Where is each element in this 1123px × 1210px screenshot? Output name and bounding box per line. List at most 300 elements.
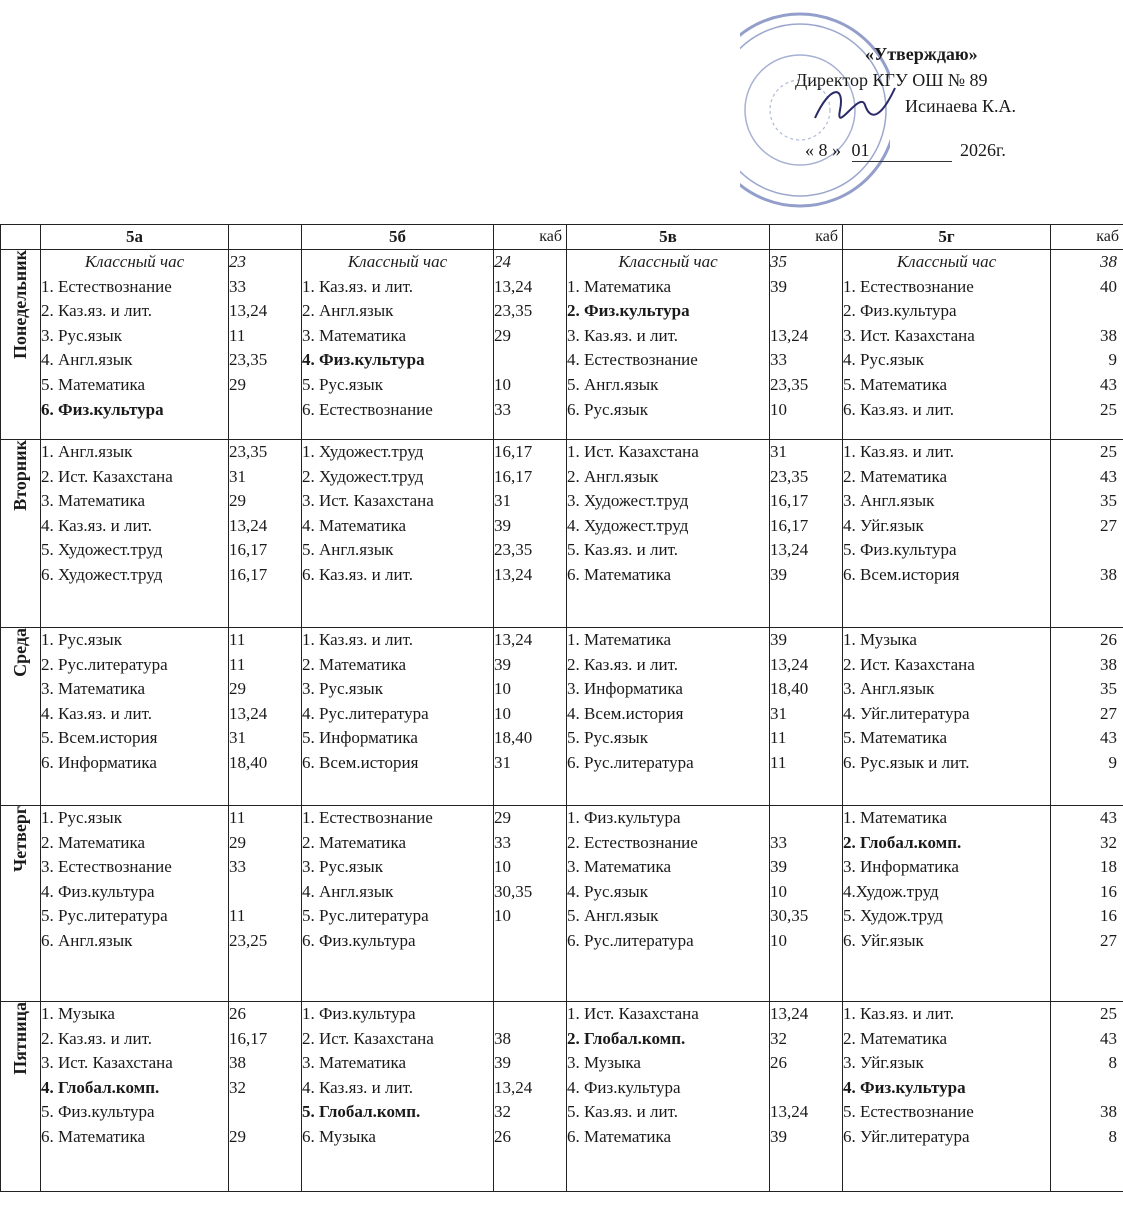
room-number: 13,24: [494, 276, 533, 296]
room-number: 39: [770, 1126, 787, 1146]
subject-item: 5. Англ.язык: [567, 906, 659, 926]
subject-item: 3. Математика: [302, 325, 407, 345]
rooms-cell: [770, 440, 843, 628]
room-number: [494, 1002, 566, 1027]
subject-item: 3. Ист. Казахстана: [41, 1053, 173, 1073]
subject-item: 4. Каз.яз. и лит.: [41, 703, 152, 723]
room-header: каб: [770, 225, 843, 250]
subjects-cell: [843, 628, 1051, 806]
subject-item: 1. Естествознание: [302, 808, 433, 827]
subject-item: 2. Математика: [843, 1028, 948, 1048]
room-number: 32: [770, 1028, 787, 1048]
subject-item: 2. Естествознание: [567, 832, 698, 852]
subject-item: 4. Уйг.язык: [843, 515, 924, 535]
room-number: 29: [229, 491, 246, 511]
room-number: [1051, 1076, 1123, 1101]
subject-item: 3. Ист. Казахстана: [302, 491, 434, 511]
rooms-cell: [229, 628, 302, 806]
room-number: 16,17: [229, 1028, 268, 1048]
day-name: Четверг: [10, 806, 30, 872]
day-name: Вторник: [10, 440, 30, 511]
subject-item: 3. Математика: [567, 857, 672, 877]
room-number: 29: [229, 374, 246, 394]
room-number: 25: [1100, 442, 1117, 461]
subject-item: 4. Художест.труд: [567, 515, 689, 535]
header-row: [1, 225, 1123, 250]
subject-item: 3. Англ.язык: [843, 679, 935, 699]
subject-item: 3. Естествознание: [41, 857, 172, 877]
room-number: 25: [1100, 1004, 1117, 1023]
day-row: [1, 440, 1123, 628]
room-number: 23,25: [229, 930, 268, 950]
subjects-cell: [41, 440, 229, 628]
room-number: 30,35: [770, 906, 809, 926]
subject-item: 5. Рус.литература: [41, 906, 168, 926]
subjects-cell: [302, 250, 494, 440]
subject-item: 2. Художест.труд: [302, 466, 424, 486]
room-number: 32: [229, 1077, 246, 1097]
day-header: [1, 225, 41, 250]
subject-item: 4. Физ.культура: [302, 350, 425, 370]
date-quote-open: «: [805, 140, 814, 160]
subject-item: 1. Естествознание: [41, 276, 172, 296]
subject-item: 3. Ист. Казахстана: [843, 325, 975, 345]
approval-title: «Утверждаю»: [865, 44, 978, 64]
room-number: 26: [229, 1004, 246, 1023]
room-number: 16,17: [770, 515, 809, 535]
subject-item: 4.Худож.труд: [843, 881, 939, 901]
room-number: 33: [229, 276, 246, 296]
subject-item: 5. Естествознание: [843, 1102, 974, 1122]
room-number: 13,24: [770, 654, 809, 674]
subject-item: 2. Англ.язык: [302, 301, 394, 321]
subject-item: 5. Художест.труд: [41, 540, 163, 560]
room-number: 10: [770, 881, 787, 901]
subject-item: 5. Математика: [843, 374, 948, 394]
room-number: 29: [494, 325, 511, 345]
subject-item: 3. Рус.язык: [41, 325, 122, 345]
subject-item: 3. Рус.язык: [302, 857, 383, 877]
subject-item: 6. Математика: [567, 564, 672, 584]
room-number: 29: [494, 808, 511, 827]
room-number: 43: [1100, 728, 1117, 748]
subject-item: 3. Англ.язык: [843, 491, 935, 511]
room-number: 10: [494, 906, 511, 926]
room-number: [229, 1100, 301, 1125]
room-number: 39: [770, 630, 787, 649]
subject-item: 6. Физ.культура: [302, 930, 416, 950]
subject-item: 6. Музыка: [302, 1126, 376, 1146]
subject-item: 1. Музыка: [843, 630, 917, 649]
subject-item: 5. Математика: [843, 728, 948, 748]
room-number: 33: [229, 857, 246, 877]
room-number: 16: [1100, 881, 1117, 901]
subject-item: 3. Информатика: [567, 679, 683, 699]
room-number: 29: [229, 832, 246, 852]
room-number: [229, 880, 301, 905]
subject-item: 2. Каз.яз. и лит.: [41, 1028, 152, 1048]
subject-item: 4. Математика: [302, 515, 407, 535]
day-cell: [1, 628, 41, 806]
subjects-cell: [567, 440, 770, 628]
day-cell: [1, 806, 41, 1002]
subject-item: 5. Англ.язык: [302, 540, 394, 560]
room-number: 43: [1100, 374, 1117, 394]
subjects-cell: [41, 806, 229, 1002]
room-number: 13,24: [229, 703, 268, 723]
day-name: Пятница: [10, 1002, 30, 1075]
room-number: 13,24: [770, 1004, 809, 1023]
room-number: 23,35: [229, 442, 268, 461]
room-number: 33: [494, 832, 511, 852]
room-number: 16: [1100, 906, 1117, 926]
subject-item: Классный час: [896, 252, 997, 271]
room-number: 23,35: [494, 540, 533, 560]
subject-item: 6. Математика: [41, 1126, 146, 1146]
subject-item: 3. Музыка: [567, 1053, 641, 1073]
room-number: 39: [494, 515, 511, 535]
rooms-cell: [229, 440, 302, 628]
day-row: [1, 250, 1123, 440]
room-number: 23,35: [770, 466, 809, 486]
date-quote-close: »: [832, 140, 841, 160]
subject-item: 2. Физ.культура: [567, 301, 690, 321]
room-number: 16,17: [770, 491, 809, 511]
subject-item: 6. Рус.язык: [567, 399, 648, 419]
room-number: 29: [229, 1126, 246, 1146]
subject-item: 4. Рус.язык: [567, 881, 648, 901]
room-number: 9: [1108, 350, 1117, 370]
room-number: 18,40: [494, 728, 533, 748]
day-row: [1, 628, 1123, 806]
room-number: 8: [1108, 1126, 1117, 1146]
subject-item: 5. Физ.культура: [843, 540, 957, 560]
room-number: 18: [1100, 857, 1117, 877]
subject-item: 6. Рус.язык и лит.: [843, 752, 970, 772]
room-number: 24: [494, 252, 511, 271]
subject-item: 1. Рус.язык: [41, 808, 122, 827]
subject-item: 4. Глобал.комп.: [41, 1077, 160, 1097]
room-number: 35: [1100, 679, 1117, 699]
room-number: 33: [494, 399, 511, 419]
subject-item: 3. Математика: [41, 491, 146, 511]
subject-item: 1. Математика: [843, 808, 948, 827]
room-number: 13,24: [770, 325, 809, 345]
room-number: [1051, 538, 1123, 563]
subject-item: 1. Математика: [567, 276, 672, 296]
subject-item: 6. Каз.яз. и лит.: [843, 399, 954, 419]
room-number: 11: [229, 906, 246, 926]
subject-item: 6. Уйг.язык: [843, 930, 924, 950]
room-number: 11: [770, 752, 787, 772]
subject-item: 1. Каз.яз. и лит.: [302, 630, 413, 649]
rooms-cell: [770, 806, 843, 1002]
subjects-cell: [843, 250, 1051, 440]
room-number: 38: [1100, 564, 1117, 584]
room-header: [229, 225, 302, 250]
room-number: 35: [770, 252, 787, 271]
subject-item: 5. Каз.яз. и лит.: [567, 1102, 678, 1122]
room-number: 38: [1100, 325, 1117, 345]
room-number: [494, 348, 566, 373]
subjects-cell: [567, 628, 770, 806]
room-number: [229, 398, 301, 423]
room-number: 9: [1108, 752, 1117, 772]
room-number: 8: [1108, 1053, 1117, 1073]
subject-item: 1. Ист. Казахстана: [567, 442, 699, 461]
day-name: Понедельник: [10, 250, 30, 359]
director-title: Директор КГУ ОШ № 89: [795, 70, 988, 90]
room-number: 18,40: [229, 752, 268, 772]
room-number: 31: [770, 442, 787, 461]
room-number: 23,35: [494, 301, 533, 321]
subject-item: 6. Художест.труд: [41, 564, 163, 584]
rooms-cell: [770, 628, 843, 806]
room-number: 26: [1100, 630, 1117, 649]
subjects-cell: [843, 440, 1051, 628]
subjects-cell: [843, 806, 1051, 1002]
subject-item: 5. Математика: [41, 374, 146, 394]
room-number: 13,24: [770, 540, 809, 560]
rooms-cell: [770, 250, 843, 440]
subjects-cell: [567, 1002, 770, 1192]
subject-item: 3. Математика: [302, 1053, 407, 1073]
subjects-cell: [302, 440, 494, 628]
subject-item: 5. Всем.история: [41, 728, 158, 748]
subject-item: 2. Математика: [302, 654, 407, 674]
room-number: 43: [1100, 1028, 1117, 1048]
rooms-cell: [494, 440, 567, 628]
subjects-cell: [41, 250, 229, 440]
room-number: 38: [229, 1053, 246, 1073]
rooms-cell: [494, 628, 567, 806]
subject-item: 5. Каз.яз. и лит.: [567, 540, 678, 560]
subject-item: 6. Каз.яз. и лит.: [302, 564, 413, 584]
room-number: 38: [1100, 1102, 1117, 1122]
subject-item: 1. Естествознание: [843, 276, 974, 296]
subject-item: 1. Физ.культура: [302, 1004, 416, 1023]
rooms-cell: [1051, 1002, 1123, 1192]
room-number: 33: [770, 350, 787, 370]
rooms-cell: [1051, 440, 1123, 628]
rooms-cell: [1051, 806, 1123, 1002]
room-number: 13,24: [494, 564, 533, 584]
subject-item: 5. Рус.литература: [302, 906, 429, 926]
subject-item: 2. Рус.литература: [41, 654, 168, 674]
subject-item: 6. Физ.культура: [41, 399, 164, 419]
rooms-cell: [770, 1002, 843, 1192]
schedule-body: [1, 250, 1123, 1192]
room-number: 31: [494, 491, 511, 511]
schedule-table: [0, 224, 1123, 1192]
day-row: [1, 1002, 1123, 1192]
subject-item: Классный час: [84, 252, 185, 271]
room-number: [494, 929, 566, 954]
subject-item: 5. Рус.язык: [567, 728, 648, 748]
class-header-5b: 5б: [302, 225, 494, 250]
room-number: 13,24: [229, 301, 268, 321]
rooms-cell: [494, 250, 567, 440]
room-number: [770, 299, 842, 324]
subject-item: 6. Естествознание: [302, 399, 433, 419]
subject-item: 2. Англ.язык: [567, 466, 659, 486]
subject-item: 3. Художест.труд: [567, 491, 689, 511]
room-number: 13,24: [229, 515, 268, 535]
room-number: [770, 806, 842, 831]
rooms-cell: [494, 806, 567, 1002]
room-number: 39: [770, 564, 787, 584]
room-number: 39: [770, 857, 787, 877]
room-number: 31: [494, 752, 511, 772]
class-header-5g: 5г: [843, 225, 1051, 250]
director-name: Исинаева К.А.: [905, 96, 1016, 116]
rooms-cell: [1051, 250, 1123, 440]
subject-item: 1. Ист. Казахстана: [567, 1004, 699, 1023]
subject-item: 4. Англ.язык: [302, 881, 394, 901]
room-number: 39: [494, 1053, 511, 1073]
room-number: 31: [770, 703, 787, 723]
room-number: [1051, 299, 1123, 324]
subject-item: 2. Математика: [41, 832, 146, 852]
subjects-cell: [567, 250, 770, 440]
subject-item: 2. Математика: [302, 832, 407, 852]
subject-item: 1. Физ.культура: [567, 808, 681, 827]
subject-item: 5. Англ.язык: [567, 374, 659, 394]
room-number: 10: [494, 679, 511, 699]
room-number: 16,17: [229, 540, 268, 560]
room-number: 13,24: [494, 1077, 533, 1097]
room-number: 11: [229, 325, 246, 345]
subject-item: 4. Англ.язык: [41, 350, 133, 370]
room-number: 11: [229, 630, 246, 649]
subject-item: 2. Глобал.комп.: [567, 1028, 686, 1048]
subject-item: 6. Англ.язык: [41, 930, 133, 950]
room-number: 33: [770, 832, 787, 852]
subject-item: 4. Рус.язык: [843, 350, 924, 370]
subject-item: 5. Худож.труд: [843, 906, 943, 926]
room-number: 23: [229, 252, 246, 271]
subject-item: Классный час: [347, 252, 448, 271]
room-number: 25: [1100, 399, 1117, 419]
subject-item: 4. Уйг.литература: [843, 703, 970, 723]
room-number: 23,35: [770, 374, 809, 394]
room-number: 31: [229, 728, 246, 748]
subject-item: 1. Художест.труд: [302, 442, 424, 461]
room-header: каб: [1051, 225, 1123, 250]
approval-block: [740, 0, 1123, 225]
subject-item: 3. Математика: [41, 679, 146, 699]
subject-item: Классный час: [618, 252, 718, 271]
room-number: 18,40: [770, 679, 809, 699]
room-number: 13,24: [494, 630, 533, 649]
subjects-cell: [41, 1002, 229, 1192]
subject-item: 6. Рус.литература: [567, 752, 694, 772]
room-number: 13,24: [770, 1102, 809, 1122]
room-number: 10: [494, 374, 511, 394]
subject-item: 5. Глобал.комп.: [302, 1102, 421, 1122]
subject-item: 3. Рус.язык: [302, 679, 383, 699]
subject-item: 1. Каз.яз. и лит.: [302, 276, 413, 296]
subject-item: 1. Каз.яз. и лит.: [843, 442, 954, 461]
day-cell: [1, 250, 41, 440]
subject-item: 6. Всем.история: [843, 564, 960, 584]
subject-item: 1. Математика: [567, 630, 672, 649]
subject-item: 6. Рус.литература: [567, 930, 694, 950]
subject-item: 1. Англ.язык: [41, 442, 133, 461]
date-year: 2026г.: [960, 140, 1006, 160]
room-number: 27: [1100, 703, 1117, 723]
subject-item: 4. Физ.культура: [41, 881, 155, 901]
date-day: 8: [818, 140, 828, 160]
room-number: 38: [1100, 654, 1117, 674]
subjects-cell: [302, 1002, 494, 1192]
subject-item: 3. Уйг.язык: [843, 1053, 924, 1073]
room-number: 40: [1100, 276, 1117, 296]
subjects-cell: [302, 628, 494, 806]
subject-item: 5. Физ.культура: [41, 1102, 155, 1122]
room-number: 26: [494, 1126, 511, 1146]
subject-item: 2. Ист. Казахстана: [41, 466, 173, 486]
date-month: 01: [852, 140, 952, 162]
subject-item: 1. Музыка: [41, 1004, 115, 1023]
subjects-cell: [843, 1002, 1051, 1192]
room-number: 10: [770, 930, 787, 950]
room-number: 27: [1100, 515, 1117, 535]
room-number: [770, 1076, 842, 1101]
room-number: 10: [494, 857, 511, 877]
subject-item: 4. Каз.яз. и лит.: [41, 515, 152, 535]
subject-item: 3. Каз.яз. и лит.: [567, 325, 678, 345]
subject-item: 4. Физ.культура: [567, 1077, 681, 1097]
room-number: 30,35: [494, 881, 533, 901]
room-number: 43: [1100, 808, 1117, 827]
subject-item: 2. Глобал.комп.: [843, 832, 962, 852]
room-number: 16,17: [229, 564, 268, 584]
room-number: 29: [229, 679, 246, 699]
day-row: [1, 806, 1123, 1002]
subject-item: 5. Информатика: [302, 728, 418, 748]
subject-item: 2. Математика: [843, 466, 948, 486]
day-cell: [1, 440, 41, 628]
room-number: 11: [770, 728, 787, 748]
room-number: 43: [1100, 466, 1117, 486]
class-header-5a: 5а: [41, 225, 229, 250]
class-header-5v: 5в: [567, 225, 770, 250]
room-number: 10: [494, 703, 511, 723]
day-name: Среда: [10, 628, 30, 677]
subjects-cell: [302, 806, 494, 1002]
room-number: 32: [1100, 832, 1117, 852]
rooms-cell: [229, 1002, 302, 1192]
subject-item: 4. Всем.история: [567, 703, 684, 723]
subject-item: 5. Рус.язык: [302, 374, 383, 394]
subject-item: 2. Ист. Казахстана: [843, 654, 975, 674]
room-number: 16,17: [494, 442, 533, 461]
room-number: 27: [1100, 930, 1117, 950]
day-cell: [1, 1002, 41, 1192]
rooms-cell: [229, 806, 302, 1002]
subjects-cell: [41, 628, 229, 806]
room-header: каб: [494, 225, 567, 250]
subject-item: 4. Рус.литература: [302, 703, 429, 723]
rooms-cell: [1051, 628, 1123, 806]
rooms-cell: [229, 250, 302, 440]
subject-item: 1. Каз.яз. и лит.: [843, 1004, 954, 1023]
room-number: 26: [770, 1053, 787, 1073]
room-number: 39: [770, 276, 787, 296]
subject-item: 2. Физ.культура: [843, 301, 957, 321]
room-number: 23,35: [229, 350, 268, 370]
